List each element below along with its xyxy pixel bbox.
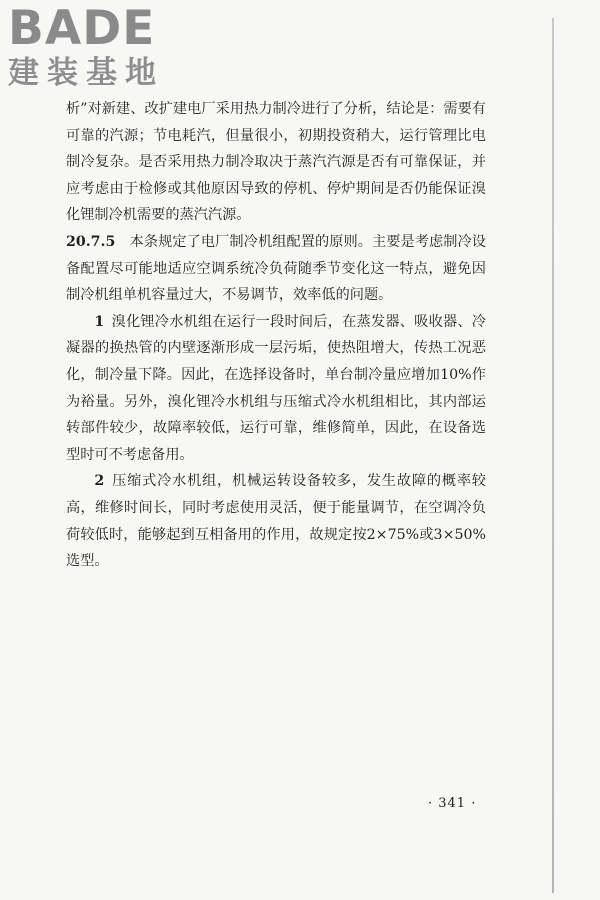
item-number: 1 <box>94 313 105 330</box>
paragraph-text: 压缩式冷水机组，机械运转设备较多，发生故障的概率较高，维修时间长，同时考虑使用灵活，便于能量调节，在空调冷负荷较低时，能够起到互相备用的作用，故规定按2×75%或3×50%选型。 <box>66 473 486 570</box>
paragraph-text: 本条规定了电厂制冷机组配置的原则。主要是考虑制冷设备配置尽可能地适应空调系统冷负荷随季节变化这一特点，避免因制冷机组单机容量过大，不易调节，效率低的问题。 <box>66 233 486 304</box>
item-number: 2 <box>94 473 105 490</box>
page-spine-line <box>552 18 554 893</box>
paragraph-clause <box>66 229 486 309</box>
document-body <box>66 96 486 575</box>
clause-number: 20.7.5 <box>66 233 116 250</box>
page-number: · 341 · <box>428 796 477 811</box>
paragraph-text: 析”对新建、改扩建电厂采用热力制冷进行了分析，结论是：需要有可靠的汽源；节电耗汽，但量很小，初期投资稍大，运行管理比电制冷复杂。是否采用热力制冷取决于蒸汽汽源是否有可靠保证，并应考虑由于检修或其他原因导致的停机、停炉期间是否仍能保证溴化锂制冷机需要的蒸汽汽源。 <box>66 101 486 224</box>
logo-brand-text: BADE <box>8 1 156 56</box>
brand-logo <box>8 1 178 92</box>
paragraph-item-1 <box>66 309 486 469</box>
logo-subtitle: 建装基地 <box>8 55 164 91</box>
paragraph-item-2 <box>66 468 486 574</box>
paragraph-continuation <box>66 96 486 229</box>
paragraph-text: 溴化锂冷水机组在运行一段时间后，在蒸发器、吸收器、冷凝器的换热管的内壁逐渐形成一层污垢，使热阻增大，传热工况恶化，制冷量下降。因此，在选择设备时，单台制冷量应增加10%作为裕量。另外，溴化锂冷水机组与压缩式冷水机组相比，其内部运转部件较少，故障率较低，运行可靠，维修简单，因此，在设备选型时可不考虑备用。 <box>66 313 486 463</box>
